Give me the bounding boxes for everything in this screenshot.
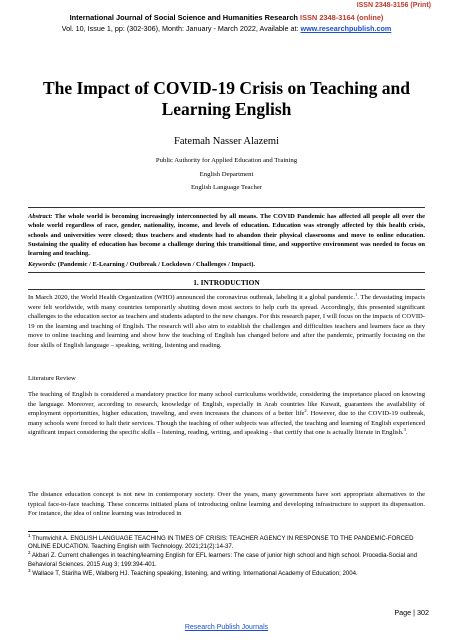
abstract — [28, 212, 425, 258]
volume-info: Vol. 10, Issue 1, pp: (302-306), Month: January - March 2022, Available at: — [61, 24, 299, 33]
affiliation-department: English Department — [199, 171, 254, 178]
keywords — [28, 261, 425, 268]
footnote-2 — [28, 552, 425, 568]
literature-review-heading: Literature Review — [28, 375, 76, 382]
journal-name: International Journal of Social Science and Humanities Research — [69, 13, 298, 22]
intro-paragraph-1 — [28, 293, 425, 351]
keywords-label: Keywords: — [28, 261, 57, 268]
author-name: Fatemah Nasser Alazemi — [174, 136, 279, 147]
volume-line — [0, 24, 453, 33]
footnote-text: Akbari Z. Current challenges in teaching/learning English for EFL learners: The case of junior high school and high school. Procedia-Social and Behavioral Sciences. 2015 Aug 3; 199:394-401. — [28, 552, 418, 568]
footnote-number: 3 — [28, 567, 31, 573]
abstract-label: Abstract: — [28, 213, 53, 220]
journal-url-link[interactable]: www.researchpublish.com — [300, 24, 392, 33]
footnotes — [28, 532, 425, 579]
journal-title-line — [0, 13, 453, 22]
divider-bottom — [28, 272, 425, 273]
footnote-separator — [28, 531, 158, 532]
p2-text-b: . However, due to the COVID-19 outbreak, many schools were forced to halt their services. Though the teaching of other subjects was affected, the teaching and learning of English experienced significant impact considering the specific skills – listening, reading, writing, and speaking - that certify that one is actually literate in English. — [28, 410, 425, 437]
affiliation-role: English Language Teacher — [190, 184, 263, 191]
paper-title: The Impact of COVID-19 Crisis on Teaching and Learning English — [42, 78, 411, 119]
footnote-text: Wallace T, Stariha WE, Walberg HJ. Teaching speaking, listening, and writing. International Academy of Education; 2004. — [30, 569, 358, 577]
section-underline — [28, 289, 425, 290]
intro-paragraph-3: The distance education concept is not new in contemporary society. Over the years, many governments have sort appropriate alternatives to the typical face-to-face teaching. These concerns initiated plans of introducing online learning and developing infrastructure to support its dispensation. For instance, the idea of online learning was introduced in — [28, 491, 425, 518]
footnote-ref-1[interactable]: 1 — [354, 291, 358, 297]
divider-top — [28, 207, 425, 208]
section-heading: 1. INTRODUCTION — [193, 278, 260, 287]
issn-online: ISSN 2348-3164 (online) — [300, 13, 384, 22]
footnote-ref-2[interactable]: 2 — [304, 408, 307, 413]
p2-text-c: . — [405, 429, 408, 437]
issn-print: ISSN 2348-3156 (Print) — [356, 2, 431, 9]
page-number: Page | 302 — [394, 608, 429, 617]
footnote-number: 2 — [28, 550, 31, 556]
p2-text-a: The teaching of English is considered a mandatory practice for many school curriculums worldwide, considering the importance placed on knowing the language. Moreover, according to research, knowledge of English, especially in Arab countries like Kuwait, guarantees the availability of employment opportunities, higher education, traveling, and even increases the chances of a better life — [28, 391, 425, 418]
keywords-text: (Pandemic / E-Learning / Outbreak / Lockdown / Challenges / Impact). — [57, 261, 256, 268]
abstract-text: The whole world is becoming increasingly interconnected by all means. The COVID Pandemic has affected all people all over the whole world regardless of race, gender, nationality, income, and levels of education. Education was strongly affected by this health crisis, schools and universities were closed; thus teachers and students had to abandon their physical classrooms and move to online education. Sustaining the quality of education has become a challenge during this transitional time, and supportive environment was needed to focus on learning and teaching. — [28, 213, 425, 258]
affiliation-institution: Public Authority for Applied Education and Training — [155, 157, 298, 164]
footnote-text: Thumvichit A. ENGLISH LANGUAGE TEACHING IN TIMES OF CRISIS: TEACHER AGENCY IN RESPONSE TO THE PANDEMIC-FORCED ONLINE EDUCATION. Teaching English with Technology. 2021;21(2):14-37. — [28, 535, 414, 551]
p1-text-a: In March 2020, the World Health Organization (WHO) announced the coronavirus outbreak, labeling it a global pandemic. — [28, 294, 355, 301]
footnote-3 — [28, 567, 425, 578]
p1-text-b: . The devastating impacts were felt worldwide, with many countries temporarily shutting down most sectors to help curb its spread. Accordingly, this presented significant challenges to the education sector as teachers and students adapted to the new changes. For this research paper, I will focus on the impacts of COVID-19 on the learning and teaching of English. The research will also aim to establish the challenges and difficulties teachers and learners face as they move to online teaching and learning and show how the teaching of English has changed before and after the pandemic, primarily focusing on the four skills of English language – speaking, writing, listening and reading. — [28, 294, 426, 349]
footnote-ref-3[interactable]: 3 — [403, 427, 406, 433]
footnote-1 — [28, 532, 425, 551]
footnote-number: 1 — [28, 532, 31, 538]
footer-journal-link[interactable]: Research Publish Journals — [184, 624, 269, 631]
intro-paragraph-2 — [28, 390, 425, 438]
